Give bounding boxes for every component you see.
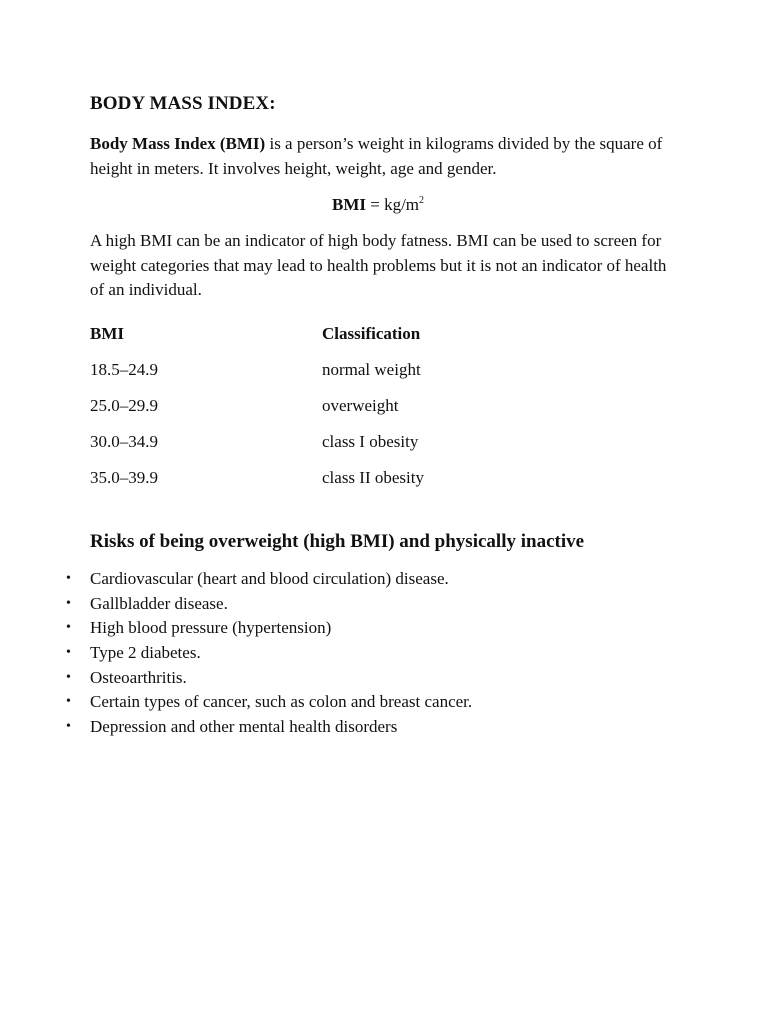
risks-heading: Risks of being overweight (high BMI) and physically inactive — [90, 531, 585, 552]
table-row — [90, 394, 424, 430]
table-row — [90, 358, 424, 394]
list-item-text: Type 2 diabetes. — [90, 643, 201, 663]
list-item — [0, 715, 472, 740]
intro-term: Body Mass Index (BMI) — [90, 134, 266, 153]
bmi-range-cell: 35.0–39.9 — [90, 468, 158, 487]
list-item — [0, 666, 472, 691]
bmi-range-cell: 18.5–24.9 — [90, 360, 158, 379]
list-item-text: High blood pressure (hypertension) — [90, 618, 332, 638]
risks-list — [0, 567, 472, 740]
table-row — [90, 430, 424, 466]
classification-cell: class II obesity — [322, 468, 424, 487]
high-bmi-paragraph: A high BMI can be an indicator of high body fatness. BMI can be used to screen for weight categories that may lead to health problems but it is not an indicator of health of an individual. — [90, 231, 667, 299]
list-item — [0, 592, 472, 617]
formula-label: BMI — [332, 195, 366, 214]
table-row — [90, 466, 424, 502]
list-item — [0, 616, 472, 641]
classification-cell: normal weight — [322, 360, 421, 379]
table-header-row — [90, 322, 424, 358]
list-item — [0, 690, 472, 715]
bmi-range-cell: 25.0–29.9 — [90, 396, 158, 415]
bullet-icon: • — [66, 645, 71, 661]
bullet-icon: • — [66, 571, 71, 586]
bullet-icon: • — [66, 620, 71, 636]
column-header-bmi: BMI — [90, 324, 124, 343]
formula-exponent: 2 — [419, 195, 425, 206]
list-item-text: Osteoarthritis. — [90, 667, 187, 687]
intro-paragraph — [90, 132, 680, 181]
list-item-text: Cardiovascular (heart and blood circulation) disease. — [90, 569, 449, 588]
bmi-classification-table — [90, 322, 424, 502]
list-item-text: Certain types of cancer, such as colon and breast cancer. — [90, 692, 473, 712]
page-title: BODY MASS INDEX: — [90, 93, 276, 114]
list-item — [0, 641, 472, 666]
bullet-icon: • — [66, 669, 71, 685]
classification-cell: class I obesity — [322, 432, 419, 451]
intro-text: is a person’s weight in kilograms divided by the square of height in meters. It involves height, weight, age and gender. — [90, 134, 663, 178]
column-header-classification: Classification — [322, 324, 421, 343]
list-item-text: Gallbladder disease. — [90, 593, 228, 613]
bullet-icon: • — [66, 719, 71, 735]
list-item — [0, 567, 472, 592]
bullet-icon: • — [66, 595, 71, 611]
bmi-formula — [332, 193, 424, 217]
formula-units: = kg/m — [366, 195, 420, 214]
list-item-text: Depression and other mental health disorders — [90, 717, 398, 737]
bullet-icon: • — [66, 694, 71, 710]
bmi-range-cell: 30.0–34.9 — [90, 432, 158, 451]
classification-cell: overweight — [322, 396, 399, 415]
